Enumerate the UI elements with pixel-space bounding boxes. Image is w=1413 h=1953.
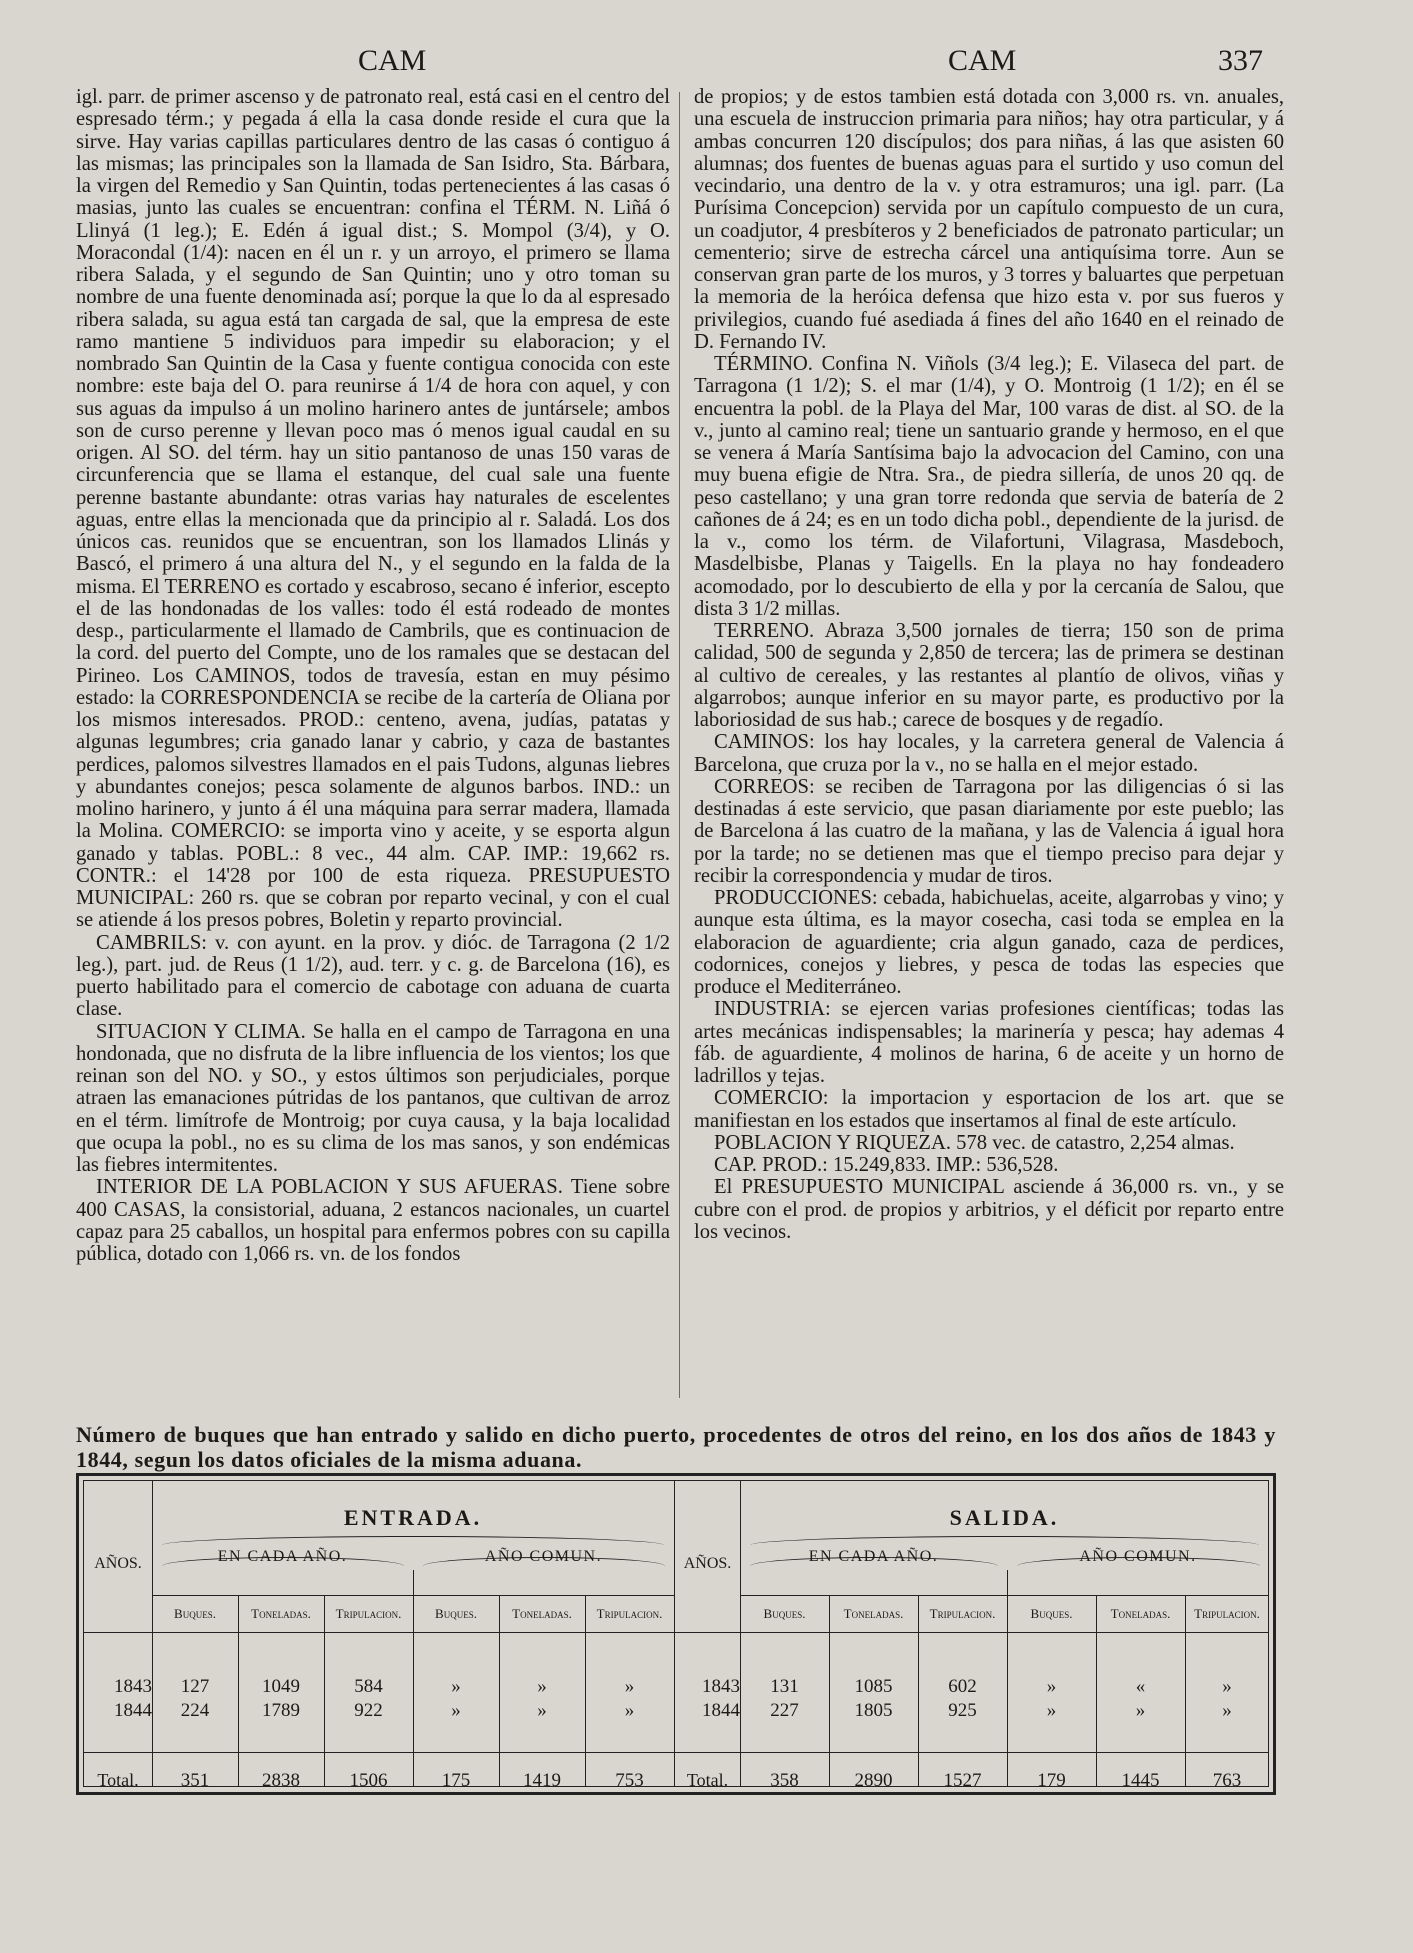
running-header [0, 44, 1413, 84]
table-caption: Número de buques que han entrado y salido en dicho puerto, procedentes de otros del reino, en los dos años de 1843 y 1844, segun los datos oficiales de la misma aduana. [76, 1422, 1276, 1472]
col-header-tripulacion: Tripulacion. [1194, 1606, 1260, 1621]
year-cell: 1844 [702, 1700, 740, 1721]
en-cada-ano-header: EN CADA AÑO. [808, 1548, 939, 1565]
group-brace [750, 1536, 1259, 1547]
paragraph: SITUACION Y CLIMA. Se halla en el campo de Tarragona en una hondonada, que no disfruta de la libre influencia de los vientos; los que reinan son del NO. y SO., y estos últimos son perjudiciales, porque atraen las emanaciones pútridas de los pantanos, que cultivan de arroz en el térm. limítrofe de Montroig; por cuya causa, y la baja localidad que ocupa la pobl., no es su clima de los mas sanos, y son endémicas las fiebres intermitentes. [76, 1020, 670, 1176]
total-cell: 763 [1212, 1770, 1242, 1791]
data-cell: « [1135, 1676, 1146, 1697]
data-cell: » [1222, 1676, 1232, 1697]
total-cell: 1527 [943, 1770, 982, 1791]
data-cell: » [1046, 1676, 1057, 1697]
col-header-toneladas: Toneladas. [512, 1606, 572, 1621]
left-column [76, 86, 670, 1265]
total-cell: 2838 [262, 1770, 300, 1791]
paragraph: POBLACION Y RIQUEZA. 578 vec. de catastro, 2,254 almas. [714, 1131, 1235, 1154]
table-rule [740, 1595, 1269, 1596]
data-cell: » [451, 1700, 461, 1721]
paragraph: CAMINOS: los hay locales, y la carretera general de Valencia á Barcelona, que cruza por la v., no se halla en el mejor estado. [694, 731, 1284, 776]
col-header-tripulacion: Tripulacion. [335, 1606, 402, 1621]
col-header-buques: Buques. [435, 1606, 477, 1621]
data-cell: 1805 [854, 1700, 893, 1721]
paragraph: CORREOS: se reciben de Tarragona por las diligencias ó si las destinadas á este servicio, que pasan diariamente por este pueblo; las de Barcelona á las cuatro de la mañana, y las de Valencia á igual hora por la tarde; no se detienen mas que el tiempo preciso para dejar y recibir la correspondencia y mudar de tiros. [694, 775, 1284, 887]
paragraph: El PRESUPUESTO MUNICIPAL asciende á 36,000 rs. vn., y se cubre con el prod. de propios y arbitrios, y el déficit por reparto entre los vecinos. [694, 1176, 1284, 1243]
paragraph: COMERCIO: la importacion y esportacion de los art. que se manifiestan en los estados que insertamos al final de este artículo. [694, 1087, 1284, 1132]
col-header-tripulacion: Tripulacion. [596, 1606, 663, 1621]
paragraph: PRODUCCIONES: cebada, habichuelas, aceite, algarrobas y vino; y aunque esta última, es la mayor cosecha, casi toda se emplea en la elaboracion de aguardiente; cria algun ganado, caza de perdices, codornices, conejos y liebres, y pesca de todas las especies que produce el Mediterráneo. [694, 887, 1284, 998]
anos-header: AÑOS. [683, 1555, 732, 1572]
col-header-tripulacion: Tripulacion. [929, 1606, 996, 1621]
data-cell: 131 [770, 1676, 799, 1697]
total-cell: 358 [770, 1770, 799, 1791]
group-brace [162, 1536, 664, 1547]
total-cell: 1445 [1121, 1770, 1160, 1791]
ano-comun-header: AÑO COMUN. [484, 1548, 603, 1565]
paragraph: CAMBRILS: v. con ayunt. en la prov. y dióc. de Tarragona (2 1/2 leg.), part. jud. de Reus (1 1/2), aud. terr. y c. g. de Barcelona (16), es puerto habilitado para el comercio de cabotage con aduana de cuarta clase. [76, 931, 670, 1021]
data-cell: 602 [948, 1676, 977, 1697]
data-cell: » [1135, 1700, 1146, 1721]
header-right-word: CAM [948, 44, 1017, 77]
data-cell: » [624, 1676, 635, 1697]
column-divider [679, 92, 680, 1398]
data-cell: » [537, 1676, 547, 1697]
col-header-toneladas: Toneladas. [251, 1606, 311, 1621]
paragraph: de propios; y de estos tambien está dotada con 3,000 rs. vn. anuales, una escuela de instruccion primaria para niños; hay otra particular, y á ambas concurren 120 discípulos; dos para niñas, á las que asisten 60 alumnas; dos fuentes de buenas aguas para el surtido y uso comun del vecindario, una dentro de la v. y otra estramuros; una igl. parr. (La Purísima Concepcion) servida por un capítulo compuesto de un cura, un coadjutor, 4 presbíteros y 2 beneficiados de patronato particular; un cementerio; sirve de estrecha cárcel una antiquísima torre. Aun se conservan gran parte de los muros, y 3 torres y baluartes que perpetuan la memoria de la heróica defensa que hizo esta v. por sus fueros y privilegios, cuando fué asediada á fines del año 1640 en el reinado de D. Fernando IV. [694, 86, 1284, 353]
data-cell: » [451, 1676, 461, 1697]
anos-header: AÑOS. [94, 1555, 142, 1572]
en-cada-ano-header: EN CADA AÑO. [217, 1548, 348, 1565]
data-cell: 1049 [262, 1676, 300, 1697]
paragraph: igl. parr. de primer ascenso y de patronato real, está casi en el centro del espresado térm.; y pegada á ella la casa donde reside el cura que la sirve. Hay varias capillas particulares dentro de las casas ó contiguo á las mismas; las principales son la llamada de San Isidro, Sta. Bárbara, la virgen del Remedio y San Quintin, todas pertenecientes á las casas ó masias, junto las cuales se encuentran: confina el TÉRM. N. Liñá ó Llinyá (1 leg.); E. Edén á igual dist.; S. Mompol (3/4), y O. Moracondal (1/4): nacen en él un r. y un arroyo, el primero se llama ribera Salada, y el segundo de San Quintin; uno y otro toman su nombre de una fuente denominada así; porque la que lo da al espresado ribera salada, su agua está tan cargada de sal, que la empresa de este ramo mantiene 5 individuos para impedir su elaboracion; y el nombrado San Quintin de la Casa y fuente contigua conocida con este nombre: este baja del O. para reunirse á 1/4 de hora con aquel, y con sus aguas da impulso á un molino harinero antes de juntársele; ambos son de curso perenne y llevan poco mas ó menos igual caudal en su origen. Al SO. del térm. hay un sitio pantanoso de unas 150 varas de circunferencia que se llama el estanque, del cual sale una fuente perenne bastante abundante: otras varias hay naturales de escelentes aguas, entre ellas la mencionada que da principio al r. Saladá. Los dos únicos cas. reunidos que se encuentran, son los llamados Llinás y Bascó, el primero á una altura del N., y el segundo en la falda de la misma. El TERRENO es cortado y escabroso, secano é inferior, escepto el de las hondonadas de los valles: todo él está rodeado de montes desp., particularmente el llamado de Cambrils, que es continuacion de la cord. del puerto del Compte, uno de los ramales que se destacan del Pirineo. Los CAMINOS, todos de travesía, estan en muy pésimo estado: la CORRESPONDENCIA se recibe de la cartería de Oliana por los mismos interesados. PROD.: centeno, avena, judías, patatas y algunas legumbres; cria ganado lanar y cabrio, y caza de bastantes perdices, palomos silvestres llamados en el pais Tudons, algunas liebres y abundantes conejos; pesca solamente de algunos barbos. IND.: un molino harinero, y junto á él una máquina para serrar madera, llamada la Molina. COMERCIO: se importa vino y aceite, y se esporta algun ganado y tablas. POBL.: 8 vec., 44 alm. CAP. IMP.: 19,662 rs. CONTR.: el 14'28 por 100 de esta riqueza. PRESUPUESTO MUNICIPAL: 260 rs. que se cobran por reparto vecinal, y con el cual se atiende á los presos pobres, Boletin y reparto provincial. [76, 86, 670, 932]
total-cell: 351 [180, 1770, 210, 1791]
year-cell: 1844 [114, 1700, 152, 1721]
data-cell: 224 [180, 1700, 210, 1721]
paragraph: TERRENO. Abraza 3,500 jornales de tierra; 150 son de prima calidad, 500 de segunda y 2,850 de tercera; las de primera se destinan al cultivo de cereales, y las restantes al plantío de olivos, viñas y algarrobos; aunque inferior en su mayor parte, es productivo por la laboriosidad de sus hab.; carece de bosques y de regadío. [694, 620, 1284, 731]
data-cell: 1085 [854, 1676, 893, 1697]
table-rule [83, 1752, 1269, 1753]
data-cell: 925 [948, 1700, 977, 1721]
col-header-toneladas: Toneladas. [1110, 1606, 1171, 1621]
paragraph: INTERIOR DE LA POBLACION Y SUS AFUERAS. Tiene sobre 400 CASAS, la consistorial, aduana, 2 estancos nacionales, un cuartel capaz para 25 caballos, un hospital para enfermos pobres con su capilla pública, dotado con 1,066 rs. vn. de los fondos [76, 1176, 670, 1265]
salida-title: SALIDA. [949, 1505, 1060, 1530]
total-label: Total. [686, 1770, 729, 1790]
right-column [694, 86, 1284, 1243]
total-cell: 1419 [523, 1770, 561, 1791]
data-cell: 1789 [262, 1700, 300, 1721]
ano-comun-header: AÑO COMUN. [1079, 1548, 1197, 1565]
data-cell: 127 [180, 1676, 210, 1697]
paragraph: INDUSTRIA: se ejercen varias profesiones científicas; todas las artes mecánicas indispensables; la marinería y pesca; hay ademas 4 fáb. de aguardiente, 4 molinos de harina, 6 de aceite y un horno de ladrillos y tejas. [694, 998, 1284, 1087]
total-cell: 175 [441, 1770, 471, 1791]
data-cell: 922 [354, 1700, 383, 1721]
data-cell: » [1046, 1700, 1057, 1721]
table-rule [674, 1480, 675, 1787]
data-cell: » [1222, 1700, 1232, 1721]
data-cell: 584 [354, 1676, 383, 1697]
col-header-buques: Buques. [1030, 1606, 1073, 1621]
table-rule [83, 1632, 1269, 1633]
total-cell: 1506 [349, 1770, 388, 1791]
header-left-word: CAM [358, 44, 427, 77]
paragraph: CAP. PROD.: 15.249,833. IMP.: 536,528. [714, 1154, 1059, 1176]
data-cell: » [624, 1700, 635, 1721]
year-cell: 1843 [702, 1676, 740, 1697]
total-cell: 2890 [854, 1770, 893, 1791]
year-cell: 1843 [114, 1676, 152, 1697]
col-header-buques: Buques. [763, 1606, 806, 1621]
paragraph: TÉRMINO. Confina N. Viñols (3/4 leg.); E. Vilaseca del part. de Tarragona (1 1/2); S. el mar (1/4), y O. Montroig (1 1/2); en él se encuentra la pobl. de la Playa del Mar, 100 varas de dist. al SO. de la v., junto al camino real; tiene un santuario grande y hermoso, en el que se venera á María Santísima bajo la advocacion del Camino, con una muy buena efigie de Ntra. Sra., de piedra sillería, de unos 20 qq. de peso castellano; y una gran torre redonda que servia de batería de 2 cañones de á 24; es en un todo dicha pobl., dependiente de la jurisd. de la v., como los térm. de Vilafortuni, Vilagrasa, Masdeboch, Masdelbisbe, Planas y Taigells. En la playa no hay fondeadero acomodado, por lo descubierto de ella y por la cercanía de Salou, que dista 3 1/2 millas. [694, 353, 1284, 620]
data-cell: 227 [770, 1700, 799, 1721]
col-header-toneladas: Toneladas. [843, 1606, 904, 1621]
data-cell: » [537, 1700, 547, 1721]
total-cell: 753 [615, 1770, 644, 1791]
table-rule [152, 1595, 674, 1596]
col-header-buques: Buques. [174, 1606, 216, 1621]
entrada-title: ENTRADA. [343, 1505, 483, 1530]
total-label: Total. [97, 1770, 139, 1790]
page-number: 337 [1218, 44, 1263, 77]
total-cell: 179 [1037, 1770, 1066, 1791]
